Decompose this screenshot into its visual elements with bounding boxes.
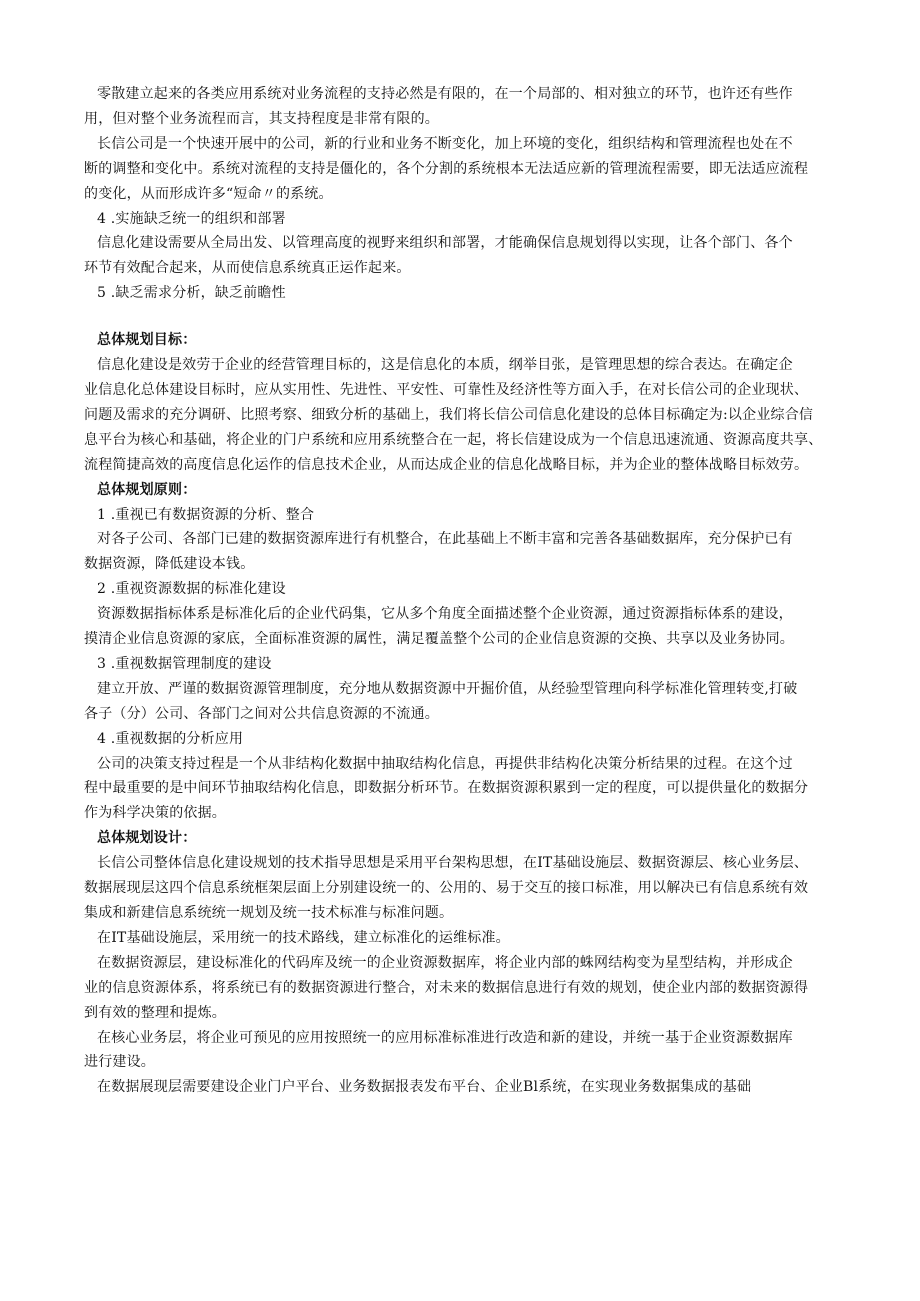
numbered-item <box>92 652 856 677</box>
text-line: 零散建立起来的各类应用系统对业务流程的支持必然是有限的，在一个局部的、相对独立的环节，也许还有些作 <box>97 86 793 102</box>
text-line: 环节有效配合起来，从而使信息系统真正运作起来。 <box>84 260 411 277</box>
paragraph <box>84 677 856 727</box>
numbered-item <box>92 281 856 306</box>
document-page <box>84 82 856 1100</box>
numbered-item <box>92 727 856 752</box>
text-line: 集成和新建信息系统统一规划及统一技术标准与标准问题。 <box>84 905 454 921</box>
text-line: 在核心业务层，将企业可预见的应用按照统一的应用标准标准进行改造和新的建设，并统一基于企业资源数据库 <box>97 1029 793 1046</box>
paragraph <box>84 951 856 1026</box>
text-line: 总体规划设计： <box>97 830 197 847</box>
paragraph <box>84 132 856 207</box>
text-line: 4 .重视数据的分析应用 <box>97 730 244 747</box>
numbered-item <box>92 207 856 232</box>
text-line: 长信公司整体信息化建设规划的技术指导思想是采用平台架构思想，在IT基础设施层、数据资源层、核心业务层、 <box>97 855 809 872</box>
text-line: 业的信息资源体系，将系统已有的数据资源进行整合，对未来的数据信息进行有效的规划，使企业内部的数据资源得 <box>84 979 809 996</box>
text-line: 断的调整和变化中。系统对流程的支持是僵化的，各个分割的系统根本无法适应新的管理流程需要，即无法适应流程 <box>84 160 809 177</box>
text-line: 各子（分）公司、各部门之间对公共信息资源的不流通。 <box>84 705 439 722</box>
text-line: 总体规划目标： <box>97 332 197 349</box>
section-heading <box>92 328 856 353</box>
text-line: 资源数据指标体系是标准化后的企业代码集，它从多个角度全面描述整个企业资源，通过资源指标体系的建设， <box>97 606 793 623</box>
text-line: 总体规划原则： <box>97 481 197 498</box>
paragraph <box>84 1026 856 1076</box>
text-line: 信息化建设是效劳于企业的经营管理目标的，这是信息化的本质，纲举目张，是管理思想的综合表达。在确定企 <box>97 357 793 374</box>
text-line: 3 .重视数据管理制度的建设 <box>97 655 272 672</box>
text-line: 程中最重要的是中间环节抽取结构化信息，即数据分析环节。在数据资源积累到一定的程度，可以提供量化的数据分 <box>84 780 809 797</box>
numbered-item <box>92 503 856 528</box>
text-line: 用，但对整个业务流程而言，其支持程度是非常有限的。 <box>84 110 439 127</box>
paragraph <box>84 527 856 577</box>
numbered-item <box>92 577 856 602</box>
text-line: 信息化建设需要从全局出发、以管理高度的视野来组织和部署，才能确保信息规划得以实现，让各个部门、各个 <box>97 235 793 252</box>
paragraph <box>84 602 856 652</box>
text-line: 长信公司是一个快速开展中的公司，新的行业和业务不断变化，加上环境的变化，组织结构和管理流程也处在不 <box>97 135 793 152</box>
paragraph <box>92 926 856 951</box>
paragraph <box>84 231 856 281</box>
text-line: 问题及需求的充分调研、比照考察、细致分析的基础上，我们将长信公司信息化建设的总体目标确定为:以企业综合信 <box>84 406 814 423</box>
paragraph <box>84 752 856 827</box>
paragraph <box>84 851 856 926</box>
text-line: 流程简捷高效的高度信息化运作的信息技术企业，从而达成企业的信息化战略目标，并为企业的整体战略目标效劳。 <box>84 456 809 473</box>
text-line: 在数据资源层，建设标准化的代码库及统一的企业资源数据库，将企业内部的蛛网结构变为星型结构，并形成企 <box>97 954 793 971</box>
paragraph <box>84 82 856 132</box>
text-line: 5 .缺乏需求分析，缺乏前瞻性 <box>97 285 286 302</box>
text-line: 建立开放、严谨的数据资源管理制度，充分地从数据资源中开掘价值，从经验型管理向科学标准化管理转变,打破 <box>97 680 798 697</box>
paragraph <box>84 353 856 478</box>
text-line: 息平台为核心和基础，将企业的门户系统和应用系统整合在一起，将长信建设成为一个信息迅速流通、资源高度共享、 <box>84 431 823 448</box>
text-line: 对各子公司、各部门已建的数据资源库进行有机整合，在此基础上不断丰富和完善各基础数据库，充分保护已有 <box>97 531 793 548</box>
text-line: 在数据展现层需要建设企业门户平台、业务数据报表发布平台、企业Bl系统，在实现业务数据集成的基础 <box>97 1079 752 1096</box>
text-line: 业信息化总体建设目标时，应从实用性、先进性、平安性、可靠性及经济性等方面入手，在对长信公司的企业现状、 <box>84 381 809 398</box>
text-line: 摸清企业信息资源的家底，全面标准资源的属性，满足覆盖整个公司的企业信息资源的交换、共享以及业务协同。 <box>84 631 794 648</box>
text-line: 作为科学决策的依据。 <box>84 805 226 822</box>
text-line: 的变化，从而形成许多“短命〃的系统。 <box>84 185 333 202</box>
text-line: 到有效的整理和提炼。 <box>84 1004 226 1021</box>
section-heading <box>92 478 856 503</box>
text-line: 4 .实施缺乏统一的组织和部署 <box>97 210 286 227</box>
text-line: 公司的决策支持过程是一个从非结构化数据中抽取结构化信息，再提供非结构化决策分析结果的过程。在这个过 <box>97 755 793 772</box>
text-line: 数据展现层这四个信息系统框架层面上分别建设统一的、公用的、易于交互的接口标准，用以解决已有信息系统有效 <box>84 880 809 897</box>
section-heading <box>92 826 856 851</box>
paragraph-gap <box>92 306 856 328</box>
text-line: 2 .重视资源数据的标准化建设 <box>97 581 286 598</box>
paragraph <box>92 1075 856 1100</box>
text-line: 数据资源，降低建设本钱。 <box>84 556 255 573</box>
text-line: 1 .重视已有数据资源的分析、整合 <box>97 506 315 523</box>
text-line: 在IT基础设施层，采用统一的技术路线，建立标准化的运维标准。 <box>97 929 510 946</box>
text-line: 进行建设。 <box>84 1054 155 1071</box>
